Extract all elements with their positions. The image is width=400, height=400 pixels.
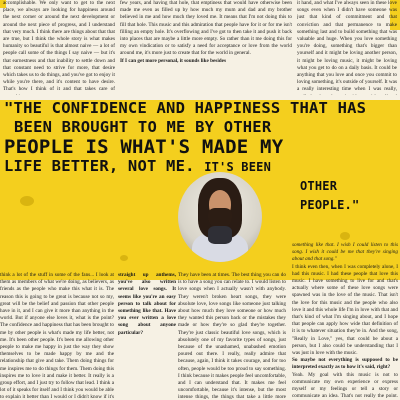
interview-question: If I can get more personal, it sounds like besides — [120, 57, 226, 64]
pull-quote-text: LIFE BETTER, NOT ME. — [4, 157, 195, 175]
interview-question: So maybe not everything is supposed to be interpreted exactly as to how it's said, right? — [292, 357, 398, 371]
body-paragraph: Yeah. My goal with this music is not to communicate my own experience or express myself or my feelings or tell a story or communicate an idea. That's not really the point. — [292, 371, 398, 400]
portrait-beard — [208, 208, 232, 228]
text-column-right — [297, 0, 397, 95]
pull-quote-line: OTHER PEOPLE." — [300, 179, 360, 212]
text-column-lower-center — [178, 272, 286, 400]
portrait-scarf — [208, 226, 232, 244]
body-paragraph: something like that. I wish I could listen to this song. I wish it could be me that they're singing about and that song." — [292, 242, 398, 263]
body-paragraph: few years, and having that hole, that emptiness that would have otherwise been made me even as filled up by how much my mum and dad and my brother believed in me and how much they loved me. It means that I'm not doing this to fill that hole. This music and this admiration that people have for it or for me isn't filling an empty hole. It's overflowing and I've got to then take it and push it back into places that are maybe a little more empty. So rather than it me doing this for my own vindication or to satisfy a need for acceptance or love from the world around me, it's more just to create that for the world in general. — [120, 0, 292, 57]
body-paragraph: it hand, and what I've always seen in these love songs even when I didn't have someone was just that kind of commitment and that conviction and that permanence to make something last and to build something that was valuable and huge. When you love something you're doing, something that's bigger than yourself and it might be loving another person, it might be loving music, it might be loving what you get to do on a daily basis. It could be anything that you love and once you commit to loving something, it's outside of yourself. It was a really interesting time when I was really, — [297, 0, 397, 93]
text-column-left — [3, 0, 115, 95]
text-column-middle — [120, 0, 292, 95]
pull-quote-line: "THE CONFIDENCE AND HAPPINESS THAT HAS — [4, 99, 367, 117]
paint-fleck — [340, 232, 350, 240]
pull-quote-line — [4, 157, 396, 177]
interview-question: straight up anthems, you've also written several love songs. It seems like you're an easy person to talk about for something like that. Have you ever written a love song about anyone particular? — [118, 272, 176, 336]
text-column-question — [118, 272, 176, 400]
text-column-lower-left — [0, 272, 114, 400]
pull-quote-text: IT'S BEEN — [204, 160, 272, 174]
artist-portrait — [178, 172, 262, 262]
body-paragraph: think a lot of the stuff in some of the fans... I look at them as members of what we're doing, as believers, as friends as the people who make this what it is. The reason this is going to be great is because not so my, great will be the belief and passion that other people have in it, and I can give it more than anything in the world. But if anyone else loves it, what is the point? The confidence and happiness that has been brought to me by other people is what's made my life better, not me. It's been other people. It's been me allowing other people to make me happy in just the way they show themselves to be made happy by me and the relationship that give and take. Them doing things for me inspires me to do things for them. Them doing this inspires me to love it and make it better. It really is a group effort, and I just try to follow that lead. I think a lot of it speaks for itself and I think you would be able to explain it better than I would or I didn't know if it's — [0, 272, 114, 400]
pull-quote-line: PEOPLE IS WHAT'S MADE MY — [4, 136, 284, 158]
body-paragraph: accomplishable. We only want to get to the next place, we always are looking for happiness around the next corner or around the next development or around the next piece of progress, and I understand that very much. I think there are things about that that are true, but I think the whole story is what makes humanity so beautiful is that almost naive — a lot of people call some of the things I say naive — but it's that earnestness and that inability to settle down and that constant need to strive for more, that desire which takes us to do things, and you've got to enjoy it while you're there, and it's content to have desire. That's how I think of it and that takes care of — [3, 0, 115, 93]
body-paragraph: I think even then, when I was completely alone, I had this music. I had these people that love this music. I have something to live for and that's actually where some of these love songs were spawned was in the love of the music. That isn't the love for this music and the people who also love it and this whole life I'm in love with that and that's kind of what I'm singing about, and I hope that people can apply how wide that definition of it is to whatever situation they're in. And the song, "Really in Love," yes, that could be about a person, but I also could be understanding that I was just in love with the music. — [292, 263, 398, 357]
text-column-lower-right — [292, 242, 398, 400]
body-paragraph: They have been at times. The best thing you can do is to have a song you can relate to. I would listen to love songs when I actually wasn't with anybody. They weren't broken heart songs, they were absolute love, love songs like someone just talking about how much they love someone or how much they wanted this person back or the mistakes they made or how they're so glad they're together. They're just classic beautiful love songs, which is absolutely one of my favorite types of songs, just because of the unashamed, unabashed emotion poured out there. I really, really admire that because, again, I think it takes courage, and for too often, people would be too proud to say something. I think because it makes people feel uncomfortable, and I can understand that. It makes me feel uncomfortable, because it's intense, but the most intense things, the things that take a little more — [178, 272, 286, 400]
pull-quote-line: BEEN BROUGHT TO ME BY OTHER — [14, 118, 272, 136]
paint-fleck — [120, 255, 128, 261]
